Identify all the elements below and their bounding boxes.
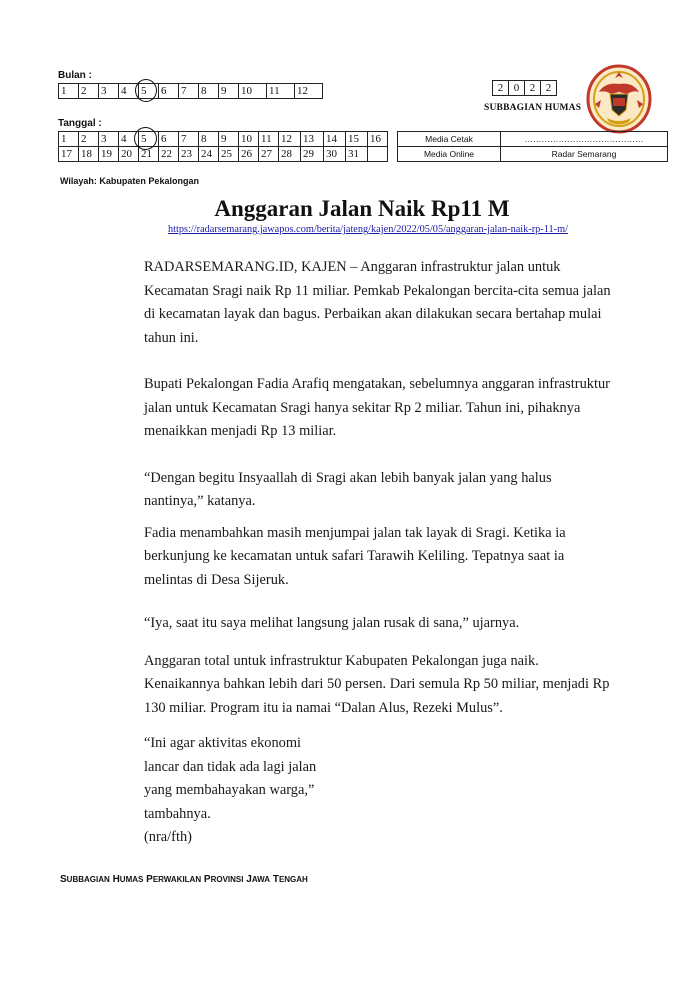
article-source-link[interactable]: https://radarsemarang.jawapos.com/berita/jateng/kajen/2022/05/05/anggaran-jalan-naik-rp-11-m/ — [168, 224, 568, 235]
year-digit: 2 — [493, 81, 509, 96]
tanggal-grid — [58, 131, 388, 162]
tanggal-cell: 17 — [59, 147, 79, 162]
footer-word: ROVINSI — [210, 875, 244, 884]
footer-initial: S — [60, 874, 67, 885]
year-digit: 2 — [541, 81, 557, 96]
tanggal-cell: 20 — [119, 147, 139, 162]
media-cetak-label: Media Cetak — [398, 132, 501, 147]
footer-initial: P — [146, 874, 153, 885]
article-paragraph: “Dengan begitu Insyaallah di Sragi akan lebih banyak jalan yang halus nantinya,” katanya. — [144, 469, 552, 509]
footer-initial: P — [203, 874, 211, 885]
article-paragraph: Fadia menambahkan masih menjumpai jalan tak layak di Sragi. Ketika ia berkunjung ke kecamatan untuk safari Tarawih Keliling. Tepatnya saat ia melintas di Desa Sijeruk. — [144, 524, 566, 588]
footer-initial: H — [112, 874, 120, 885]
tanggal-cell: 28 — [279, 147, 301, 162]
tanggal-cell: 4 — [119, 132, 139, 147]
article-signature: (nra/fth) — [144, 829, 192, 845]
footer-initial: J — [246, 874, 252, 885]
tanggal-cell: 19 — [99, 147, 119, 162]
bulan-selected-circle — [135, 79, 157, 102]
tanggal-cell: 22 — [159, 147, 179, 162]
tanggal-label: Tanggal : — [58, 118, 102, 129]
footer-word: ENGAH — [278, 875, 308, 884]
year-grid — [492, 80, 557, 96]
bulan-cell: 3 — [99, 84, 119, 99]
article-paragraph: “Iya, saat itu saya melihat langsung jalan rusak di sana,” ujarnya. — [144, 615, 520, 631]
tanggal-cell: 29 — [301, 147, 324, 162]
media-table — [397, 131, 668, 162]
media-online-value: Radar Semarang — [501, 147, 668, 162]
tanggal-cell: 8 — [199, 132, 219, 147]
footer-word: AWA — [251, 875, 271, 884]
tanggal-cell: 24 — [199, 147, 219, 162]
footer-word: ERWAKILAN — [152, 875, 202, 884]
tanggal-cell: 15 — [346, 132, 368, 147]
bulan-cell: 4 — [119, 84, 139, 99]
bulan-grid — [58, 83, 323, 99]
tanggal-cell: 6 — [159, 132, 179, 147]
bulan-cell: 1 — [59, 84, 79, 99]
tanggal-cell: 25 — [219, 147, 239, 162]
bulan-label: Bulan : — [58, 70, 92, 81]
tanggal-cell: 14 — [324, 132, 346, 147]
tanggal-cell: 13 — [301, 132, 324, 147]
article-body — [144, 256, 614, 850]
tanggal-cell: 12 — [279, 132, 301, 147]
media-online-label: Media Online — [398, 147, 501, 162]
article-paragraph: Bupati Pekalongan Fadia Arafiq mengatakan, sebelumnya anggaran infrastruktur jalan untuk Kecamatan Sragi hanya sekitar Rp 2 miliar. Tahun ini, pihaknya menaikkan menjadi Rp 13 miliar. — [144, 376, 610, 439]
bulan-cell: 10 — [239, 84, 267, 99]
tanggal-cell: 5 — [139, 132, 159, 147]
tanggal-selected-circle — [134, 127, 157, 150]
bulan-cell: 6 — [159, 84, 179, 99]
footer-word: UBBAGIAN — [66, 875, 110, 884]
tanggal-cell — [368, 147, 388, 162]
tanggal-cell: 21 — [139, 147, 159, 162]
wilayah-label: Wilayah: Kabupaten Pekalongan — [60, 176, 199, 186]
bulan-cell: 8 — [199, 84, 219, 99]
article-paragraph: RADARSEMARANG.ID, KAJEN – Anggaran infrastruktur jalan untuk Kecamatan Sragi naik Rp 11 miliar. Pemkab Pekalongan bercita-cita semua jalan di kecamatan layak dan bagus. Perbaikan akan dilakukan secara bertahap mulai tahun ini. — [144, 259, 611, 346]
bulan-cell: 5 — [139, 84, 159, 99]
bulan-cell: 9 — [219, 84, 239, 99]
tanggal-cell: 11 — [259, 132, 279, 147]
tanggal-cell: 1 — [59, 132, 79, 147]
tanggal-cell: 16 — [368, 132, 388, 147]
year-digit: 2 — [525, 81, 541, 96]
article-paragraph: Anggaran total untuk infrastruktur Kabupaten Pekalongan juga naik. Kenaikannya bahkan lebih dari 50 persen. Dari semula Rp 50 miliar, menjadi Rp 130 miliar. Program itu ia namai “Dalan Alus, Rezeki Mulus”. — [144, 652, 610, 716]
bulan-cell: 11 — [267, 84, 295, 99]
footer-initial: T — [272, 874, 279, 885]
tanggal-cell: 30 — [324, 147, 346, 162]
footer-department — [60, 874, 308, 885]
media-cetak-value: …………………………………… — [501, 132, 668, 147]
tanggal-cell: 9 — [219, 132, 239, 147]
tanggal-cell: 26 — [239, 147, 259, 162]
department-label: SUBBAGIAN HUMAS — [484, 103, 582, 113]
article-paragraph: “Ini agar aktivitas ekonomi lancar dan tidak ada lagi jalan yang membahayakan warga,” tambahnya. — [144, 735, 317, 822]
tanggal-cell: 18 — [79, 147, 99, 162]
bulan-cell: 12 — [295, 84, 323, 99]
footer-word: UMAS — [119, 875, 144, 884]
tanggal-cell: 2 — [79, 132, 99, 147]
bulan-cell: 7 — [179, 84, 199, 99]
year-digit: 0 — [509, 81, 525, 96]
tanggal-cell: 23 — [179, 147, 199, 162]
tanggal-cell: 3 — [99, 132, 119, 147]
garuda-emblem-icon — [585, 62, 653, 134]
tanggal-cell: 31 — [346, 147, 368, 162]
article-title: Anggaran Jalan Naik Rp11 M — [214, 196, 510, 221]
tanggal-cell: 10 — [239, 132, 259, 147]
bulan-cell: 2 — [79, 84, 99, 99]
tanggal-cell: 27 — [259, 147, 279, 162]
tanggal-cell: 7 — [179, 132, 199, 147]
